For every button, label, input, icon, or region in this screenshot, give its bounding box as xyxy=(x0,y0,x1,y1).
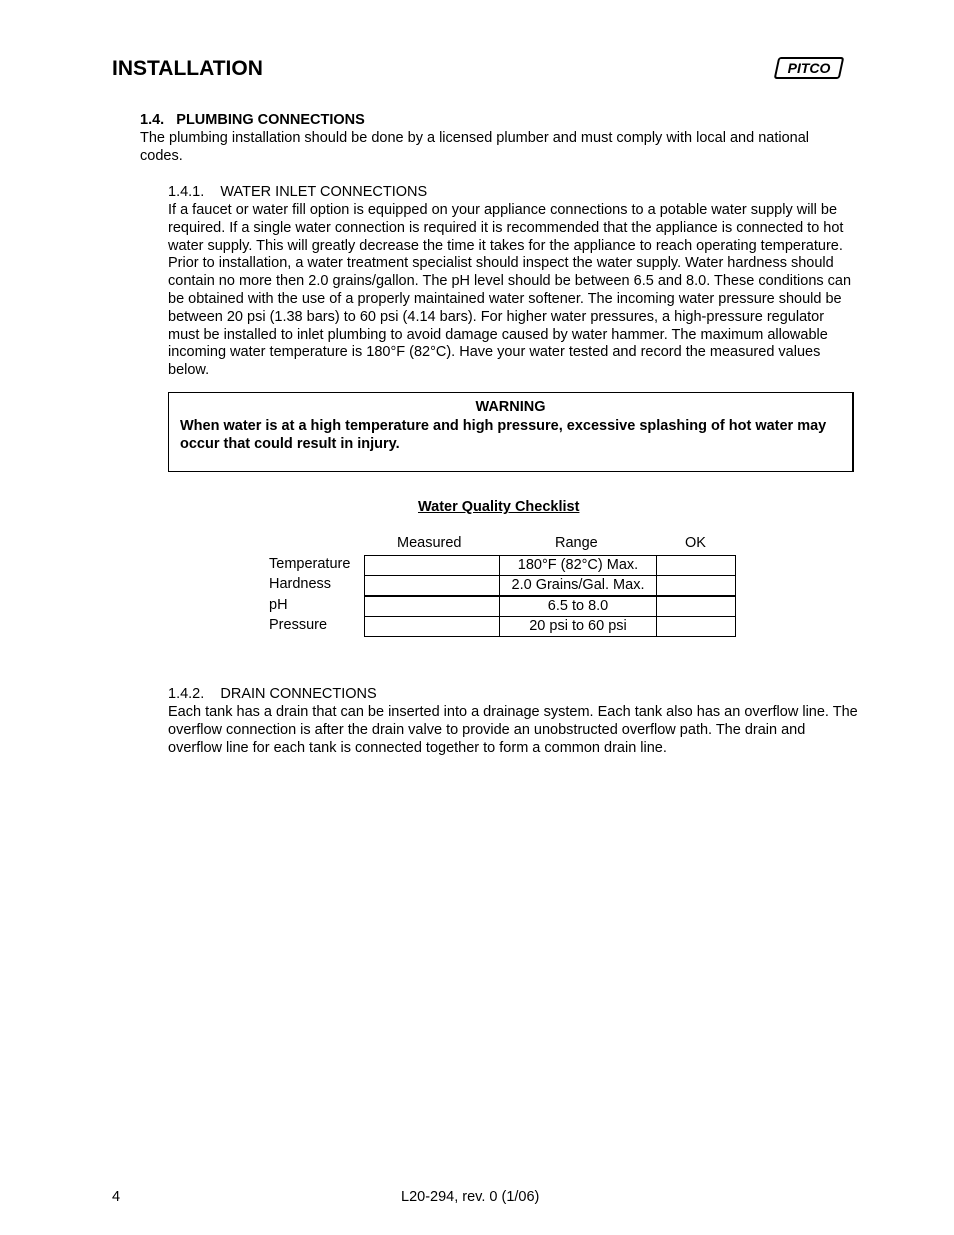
ok-cell-temperature[interactable] xyxy=(656,555,736,576)
row-label-pressure: Pressure xyxy=(269,617,328,633)
document-id: L20-294, rev. 0 (1/06) xyxy=(401,1189,540,1205)
water-inlet-heading: 1.4.1. WATER INLET CONNECTIONS xyxy=(168,184,428,200)
pitco-logo-mark xyxy=(781,60,837,76)
page-header-title: INSTALLATION xyxy=(112,57,263,80)
ok-cell-hardness[interactable] xyxy=(656,575,736,596)
warning-title: WARNING xyxy=(475,399,546,415)
row-label-ph: pH xyxy=(269,597,288,613)
logo-text: PITCO xyxy=(787,60,831,76)
water-inlet-body: If a faucet or water fill option is equipped on your appliance connections to a potable water supply will be required. If a single water connection is required it is recommended that the appliance is connected to hot water supply. This will greatly decrease the time it takes for the appliance to reach operating temperature. Prior to installation, a water treatment specialist should inspect the water supply. Water hardness should contain no more then 2.0 grains/gallon. The pH level should be between 6.5 and 8.0. These conditions can be obtained with the use of a properly maintained water softener. The incoming water pressure should be between 20 psi (1.38 bars) to 60 psi (4.14 bars). For higher water pressures, a high-pressure regulator must be installed to inlet plumbing to avoid damage caused by water hammer. The maximum allowable incoming water temperature is 180°F (82°C). Have your water tested and record the measured values below. xyxy=(168,202,852,379)
column-header-range: Range xyxy=(555,535,598,551)
ok-cell-ph[interactable] xyxy=(656,596,736,617)
warning-box xyxy=(168,392,854,472)
pitco-logo xyxy=(774,57,845,79)
drain-body: Each tank has a drain that can be inserted into a drainage system. Each tank also has an overflow line. The overflow connection is after the drain valve to provide an unobstructed overflow path. The drain and overflow line for each tank is connected together to form a common drain line. xyxy=(168,704,858,756)
range-cell-hardness: 2.0 Grains/Gal. Max. xyxy=(499,575,657,596)
page-number: 4 xyxy=(112,1189,121,1205)
warning-text: When water is at a high temperature and high pressure, excessive splashing of hot water may occur that could result in injury. xyxy=(180,418,827,452)
column-header-ok: OK xyxy=(685,535,706,551)
row-label-temperature: Temperature xyxy=(269,556,351,572)
drain-heading: 1.4.2. DRAIN CONNECTIONS xyxy=(168,686,377,702)
range-cell-pressure: 20 psi to 60 psi xyxy=(499,616,657,637)
section-intro: The plumbing installation should be done by a licensed plumber and must comply with local and national codes. xyxy=(140,130,810,164)
column-header-measured: Measured xyxy=(397,535,462,551)
measured-cell-temperature[interactable] xyxy=(364,555,500,576)
row-label-hardness: Hardness xyxy=(269,576,332,592)
measured-cell-ph[interactable] xyxy=(364,596,500,617)
section-heading: 1.4. PLUMBING CONNECTIONS xyxy=(140,112,365,128)
checklist-title: Water Quality Checklist xyxy=(418,499,580,515)
range-cell-temperature: 180°F (82°C) Max. xyxy=(499,555,657,576)
ok-cell-pressure[interactable] xyxy=(656,616,736,637)
measured-cell-pressure[interactable] xyxy=(364,616,500,637)
range-cell-ph: 6.5 to 8.0 xyxy=(499,596,657,617)
measured-cell-hardness[interactable] xyxy=(364,575,500,596)
